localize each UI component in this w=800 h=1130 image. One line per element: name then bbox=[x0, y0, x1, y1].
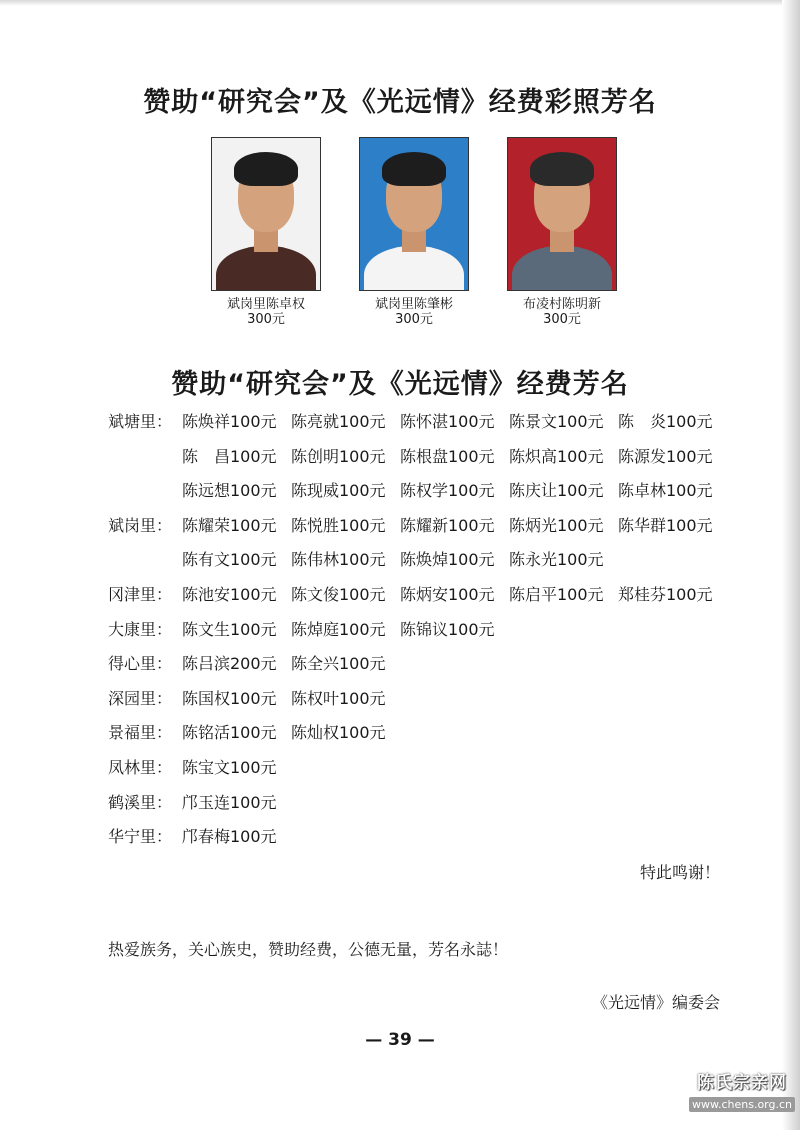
photo-section-title: 赞助“研究会”及《光远情》经费彩照芳名 bbox=[143, 87, 657, 118]
donor-entries bbox=[182, 751, 291, 785]
donor-entry: 邝玉连100元 bbox=[182, 792, 277, 812]
donor-entry: 陈吕滨200元 bbox=[182, 654, 277, 674]
donor-entries bbox=[182, 509, 727, 543]
donor-entry: 陈景文100元 bbox=[509, 412, 604, 431]
donor-entry: 陈悦胜100元 bbox=[291, 515, 386, 535]
donor-entry: 陈焕祥100元 bbox=[182, 412, 277, 431]
donor-line bbox=[108, 474, 748, 509]
donor-line bbox=[108, 440, 748, 475]
donor-entry: 陈伟林100元 bbox=[291, 550, 386, 570]
page-number: — 39 — bbox=[365, 1030, 435, 1050]
portrait-shirt bbox=[216, 246, 316, 291]
donor-line bbox=[108, 682, 748, 717]
donor-entries bbox=[182, 682, 400, 716]
donor-entry: 陈池安100元 bbox=[182, 584, 277, 604]
photo-caption-amount: 300元 bbox=[395, 312, 433, 327]
donor-entry: 陈耀荣100元 bbox=[182, 515, 277, 535]
photo-caption-name: 斌岗里陈卓权 bbox=[226, 297, 305, 312]
thanks-note: 特此鸣谢！ bbox=[639, 863, 720, 882]
donor-entry: 陈焕焯100元 bbox=[400, 550, 495, 570]
village-label: 景福里： bbox=[108, 723, 173, 743]
donor-entry: 陈锦议100元 bbox=[400, 619, 495, 639]
donor-portrait bbox=[507, 137, 617, 291]
donor-entry: 陈全兴100元 bbox=[291, 654, 386, 674]
donor-line bbox=[108, 509, 748, 544]
donor-entries bbox=[182, 474, 727, 508]
photo-caption-amount: 300元 bbox=[247, 312, 285, 327]
donor-line bbox=[108, 613, 748, 648]
donor-line bbox=[108, 820, 748, 855]
donor-entry: 陈权叶100元 bbox=[291, 688, 386, 708]
donor-entry: 陈铭活100元 bbox=[182, 723, 277, 743]
donor-entries bbox=[182, 786, 291, 820]
scan-edge-top bbox=[0, 0, 800, 6]
portrait-shirt bbox=[512, 246, 612, 291]
village-label: 斌岗里： bbox=[108, 515, 173, 535]
donor-entries bbox=[182, 543, 618, 577]
village-label: 华宁里： bbox=[108, 827, 173, 847]
donor-entry: 陈现威100元 bbox=[291, 481, 386, 501]
village-label: 深园里： bbox=[108, 688, 173, 708]
praise-line: 热爱族务，关心族史，赞助经费，公德无量，芳名永誌！ bbox=[108, 940, 509, 959]
photo-row bbox=[0, 137, 800, 337]
site-watermark bbox=[688, 1068, 796, 1112]
donor-entry: 陈文生100元 bbox=[182, 619, 277, 639]
donor-entries bbox=[182, 440, 727, 474]
donor-entries bbox=[182, 578, 727, 612]
donor-entry: 陈焯庭100元 bbox=[291, 619, 386, 639]
donor-list bbox=[108, 405, 748, 855]
donor-entry: 陈怀湛100元 bbox=[400, 412, 495, 431]
village-label: 得心里： bbox=[108, 654, 173, 674]
portrait-shirt bbox=[364, 246, 464, 291]
donor-line bbox=[108, 578, 748, 613]
donor-entry: 陈炳安100元 bbox=[400, 584, 495, 604]
donor-photo-card bbox=[497, 137, 627, 327]
donor-line bbox=[108, 716, 748, 751]
donor-line bbox=[108, 751, 748, 786]
donor-entry: 陈宝文100元 bbox=[182, 757, 277, 777]
donor-entries bbox=[182, 613, 509, 647]
photo-caption-amount: 300元 bbox=[543, 312, 581, 327]
donor-entry: 陈华群100元 bbox=[618, 515, 713, 535]
list-section-title: 赞助“研究会”及《光远情》经费芳名 bbox=[171, 369, 629, 400]
donor-photo-card bbox=[349, 137, 479, 327]
donor-entry: 陈远想100元 bbox=[182, 481, 277, 501]
village-label: 凤林里： bbox=[108, 757, 173, 777]
donor-entries bbox=[182, 647, 400, 681]
donor-entries bbox=[182, 820, 291, 854]
donor-entry: 陈权学100元 bbox=[400, 481, 495, 501]
village-label: 鹤溪里： bbox=[108, 792, 173, 812]
donor-entry: 陈耀新100元 bbox=[400, 515, 495, 535]
editorial-signature: 《光远情》编委会 bbox=[591, 993, 720, 1012]
village-label: 大康里： bbox=[108, 619, 173, 639]
photo-caption-name: 布凌村陈明新 bbox=[522, 297, 601, 312]
donor-entry: 郑桂芬100元 bbox=[618, 584, 713, 604]
donor-portrait bbox=[211, 137, 321, 291]
watermark-name: 陈氏宗亲网 bbox=[697, 1073, 787, 1093]
donor-line bbox=[108, 647, 748, 682]
donor-line bbox=[108, 543, 748, 578]
donor-entry: 陈文俊100元 bbox=[291, 584, 386, 604]
donor-entry: 陈有文100元 bbox=[182, 550, 277, 570]
village-label: 斌塘里： bbox=[108, 412, 173, 431]
portrait-hair bbox=[382, 152, 446, 186]
donor-photo-card bbox=[201, 137, 331, 327]
donor-entry: 陈 炎100元 bbox=[618, 412, 713, 431]
donor-entry: 陈启平100元 bbox=[509, 584, 604, 604]
donor-entry: 陈永光100元 bbox=[509, 550, 604, 570]
donor-entry: 陈炳光100元 bbox=[509, 515, 604, 535]
portrait-hair bbox=[234, 152, 298, 186]
village-label: 冈津里： bbox=[108, 584, 173, 604]
portrait-hair bbox=[530, 152, 594, 186]
donor-entry: 陈创明100元 bbox=[291, 446, 386, 466]
donor-entry: 陈灿权100元 bbox=[291, 723, 386, 743]
donor-portrait bbox=[359, 137, 469, 291]
donor-entries bbox=[182, 405, 727, 439]
donor-entry: 陈炽高100元 bbox=[509, 446, 604, 466]
donor-entry: 陈 昌100元 bbox=[182, 446, 277, 466]
donor-entry: 邝春梅100元 bbox=[182, 827, 277, 847]
watermark-url: www.chens.org.cn bbox=[689, 1097, 795, 1112]
donor-entry: 陈亮就100元 bbox=[291, 412, 386, 431]
donor-line bbox=[108, 405, 748, 440]
donor-entry: 陈根盘100元 bbox=[400, 446, 495, 466]
donor-entry: 陈卓林100元 bbox=[618, 481, 713, 501]
donor-entry: 陈国权100元 bbox=[182, 688, 277, 708]
donor-entries bbox=[182, 716, 400, 750]
donor-entry: 陈庆让100元 bbox=[509, 481, 604, 501]
donor-line bbox=[108, 786, 748, 821]
photo-caption-name: 斌岗里陈肇彬 bbox=[374, 297, 453, 312]
donor-entry: 陈源发100元 bbox=[618, 446, 713, 466]
